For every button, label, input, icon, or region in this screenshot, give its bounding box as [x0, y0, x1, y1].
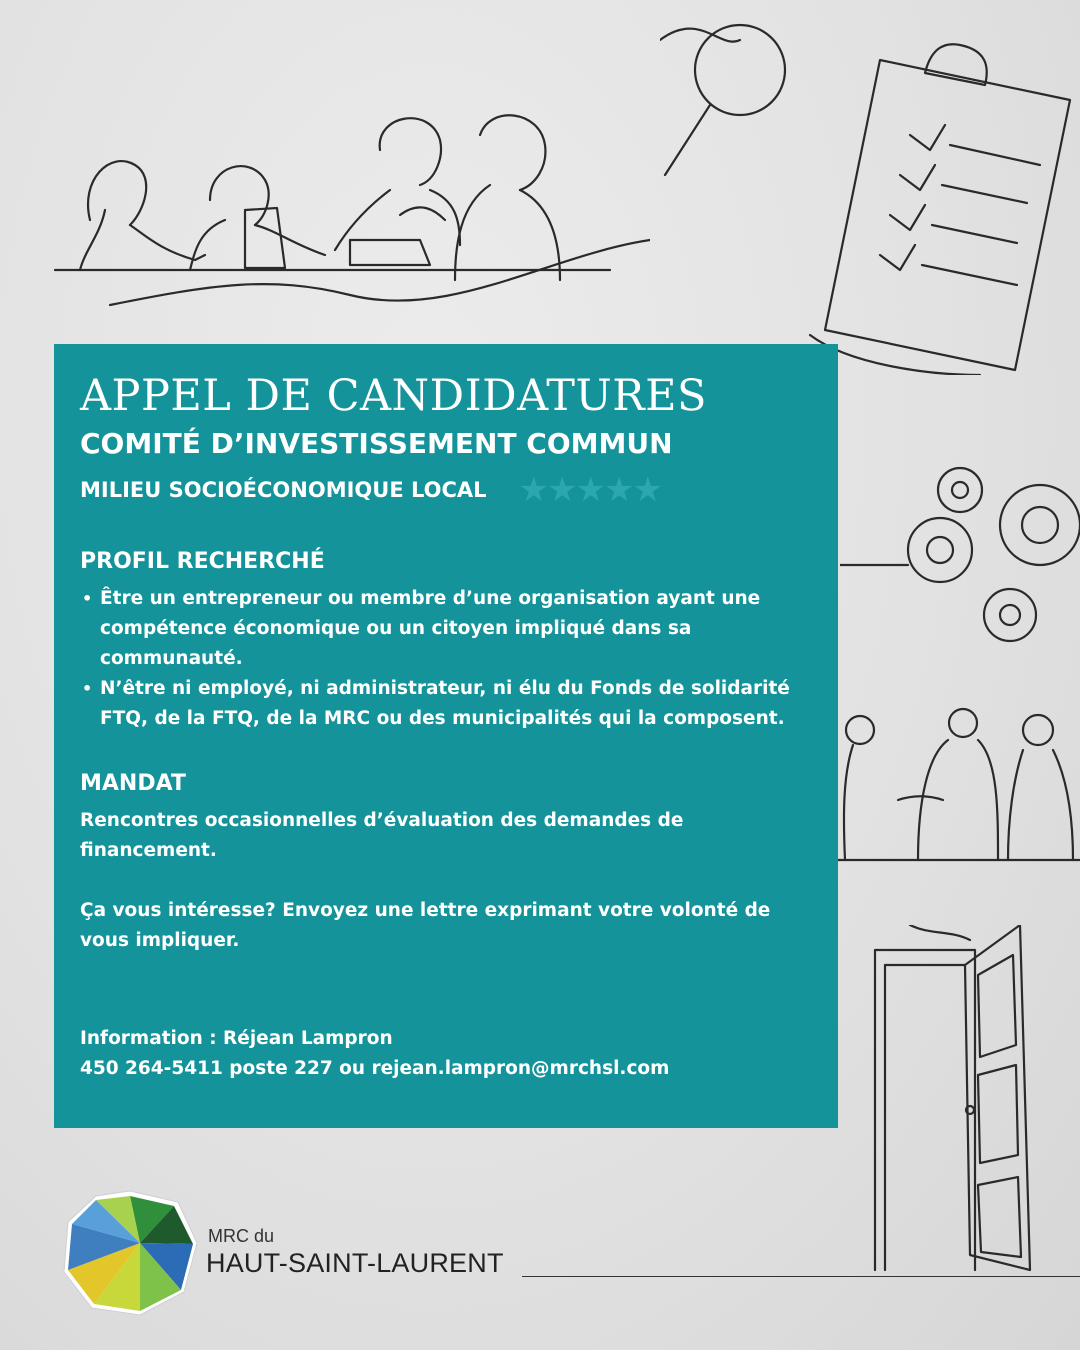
clipboard-illustration [660, 15, 1080, 375]
panel-subtitle-2: MILIEU SOCIOÉCONOMIQUE LOCAL [80, 478, 487, 502]
subtitle-row [80, 470, 812, 510]
gears-illustration [840, 455, 1080, 655]
profil-list [80, 584, 812, 734]
interest-text: Ça vous intéresse? Envoyez une lettre exprimant votre volonté de vous impliquer. [80, 900, 771, 951]
mrc-logo-icon [60, 1188, 200, 1318]
stars-decoration: ★★★★★ [518, 470, 661, 510]
info-name: Information : Réjean Lampron [80, 1028, 393, 1049]
meeting-illustration [50, 90, 650, 320]
door-illustration [870, 925, 1070, 1275]
list-item: • N’être ni employé, ni administrateur, ni élu du Fonds de solidarité FTQ, de la FTQ, de la MRC ou des municipalités qui la composent. [100, 674, 812, 734]
mandat-text: Rencontres occasionnelles d’évaluation des demandes de financement. [80, 810, 684, 861]
profil-heading: PROFIL RECHERCHÉ [80, 549, 325, 574]
logo-divider [522, 1276, 1080, 1277]
handshake-illustration [838, 705, 1080, 865]
announcement-panel [54, 344, 838, 1128]
logo-text-name: HAUT-SAINT-LAURENT [206, 1248, 504, 1278]
info-contact: 450 264-5411 poste 227 ou rejean.lampron@mrchsl.com [80, 1058, 670, 1079]
list-item: • Être un entrepreneur ou membre d’une organisation ayant une compétence économique ou un citoyen impliqué dans sa communauté. [100, 584, 812, 674]
contact-info [80, 1024, 669, 1084]
mandat-heading: MANDAT [80, 771, 186, 796]
panel-subtitle: COMITÉ D’INVESTISSEMENT COMMUN [80, 427, 673, 460]
logo-text-mrc: MRC du [208, 1226, 275, 1246]
panel-title: APPEL DE CANDIDATURES [80, 371, 707, 421]
